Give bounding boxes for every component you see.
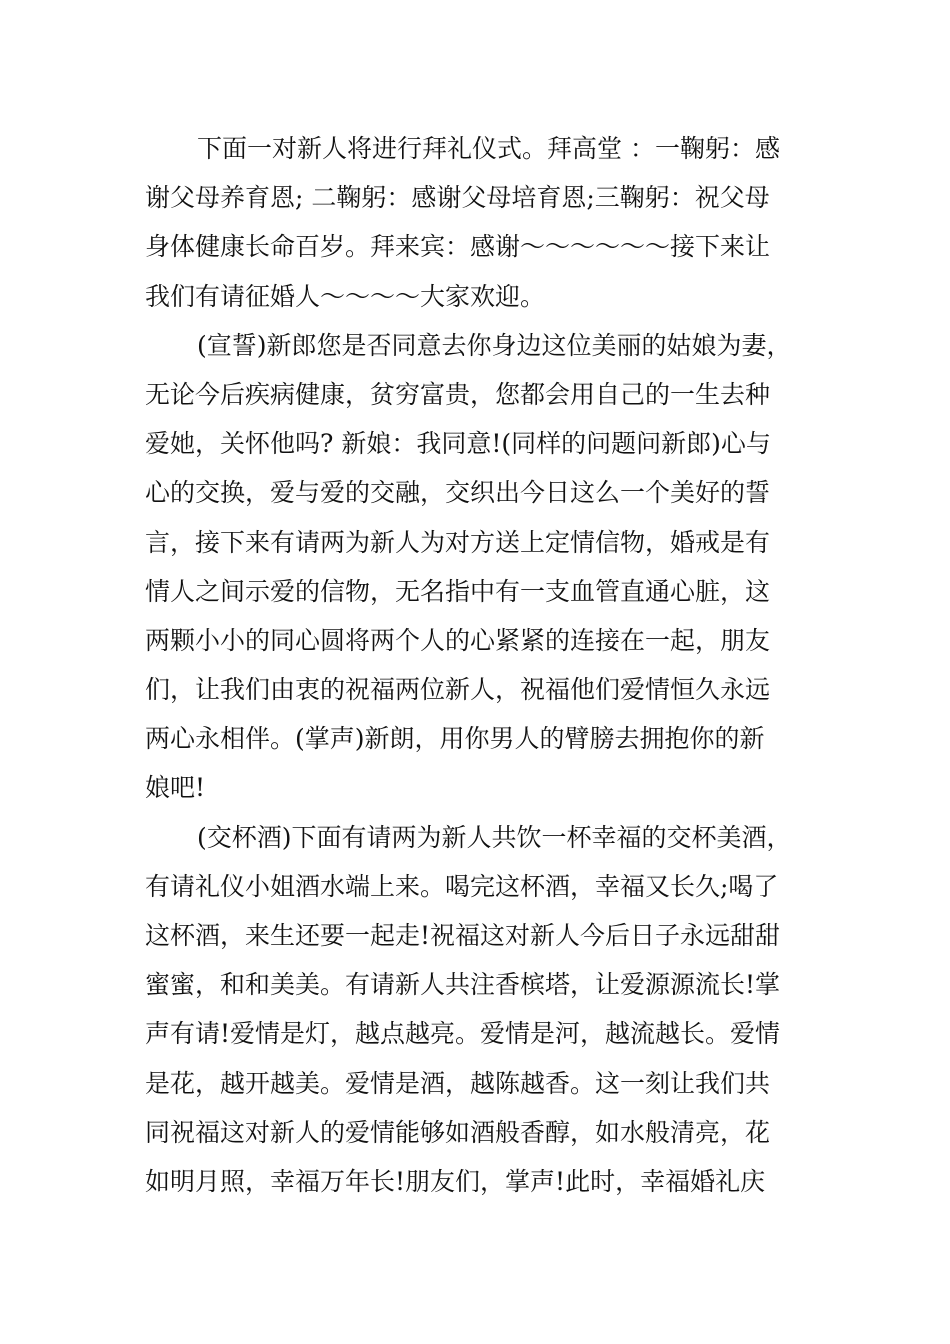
- text-line: 如明月照，幸福万年长!朋友们，掌声!此时，幸福婚礼庆: [145, 1166, 766, 1196]
- text-line: 这杯酒，来生还要一起走!祝福这对新人今后日子永远甜甜: [145, 921, 781, 950]
- text-line: 爱她，关怀他吗? 新娘：我同意!(同样的问题问新郎)心与: [145, 429, 771, 459]
- text-line: (交杯酒)下面有请两为新人共饮一杯幸福的交杯美酒，: [197, 822, 792, 852]
- text-line: 我们有请征婚人～～～～大家欢迎。: [145, 281, 546, 311]
- text-line: 情人之间示爱的信物，无名指中有一支血管直通心脏，这: [145, 576, 771, 606]
- text-line: 两心永相伴。(掌声)新朗，用你男人的臂膀去拥抱你的新: [145, 724, 765, 754]
- text-line: 娘吧!: [145, 773, 206, 803]
- document-body: [145, 124, 825, 1206]
- paragraph: [145, 813, 825, 1207]
- text-line: 心的交换，爱与爱的交融，交织出今日这么一个美好的誓: [145, 478, 771, 508]
- text-line: 同祝福这对新人的爱情能够如酒般香醇，如水般清亮，花: [145, 1117, 771, 1147]
- text-line: 是花，越开越美。爱情是酒，越陈越香。这一刻让我们共: [145, 1068, 771, 1098]
- paragraph: [145, 124, 825, 321]
- text-line: 下面一对新人将进行拜礼仪式。拜高堂 ：一鞠躬：感: [197, 134, 780, 163]
- paragraph: [145, 321, 825, 813]
- text-line: 蜜蜜，和和美美。有请新人共注香槟塔，让爱源源流长!掌: [145, 970, 781, 1000]
- text-line: 无论今后疾病健康，贫穷富贵，您都会用自己的一生去种: [145, 379, 771, 409]
- text-line: 身体健康长命百岁。拜来宾：感谢～～～～～～接下来让: [145, 232, 771, 262]
- text-line: (宣誓)新郎您是否同意去你身边这位美丽的姑娘为妻，: [197, 330, 792, 360]
- text-line: 声有请!爱情是灯，越点越亮。爱情是河，越流越长。爱情: [145, 1019, 781, 1049]
- text-line: 言，接下来有请两为新人为对方送上定情信物，婚戒是有: [145, 527, 771, 557]
- text-line: 两颗小小的同心圆将两个人的心紧紧的连接在一起，朋友: [145, 625, 771, 655]
- text-line: 们，让我们由衷的祝福两位新人，祝福他们爱情恒久永远: [145, 675, 771, 705]
- text-line: 谢父母养育恩; 二鞠躬：感谢父母培育恩;三鞠躬：祝父母: [145, 183, 770, 213]
- text-line: 有请礼仪小姐酒水端上来。喝完这杯酒，幸福又长久;喝了: [145, 871, 779, 901]
